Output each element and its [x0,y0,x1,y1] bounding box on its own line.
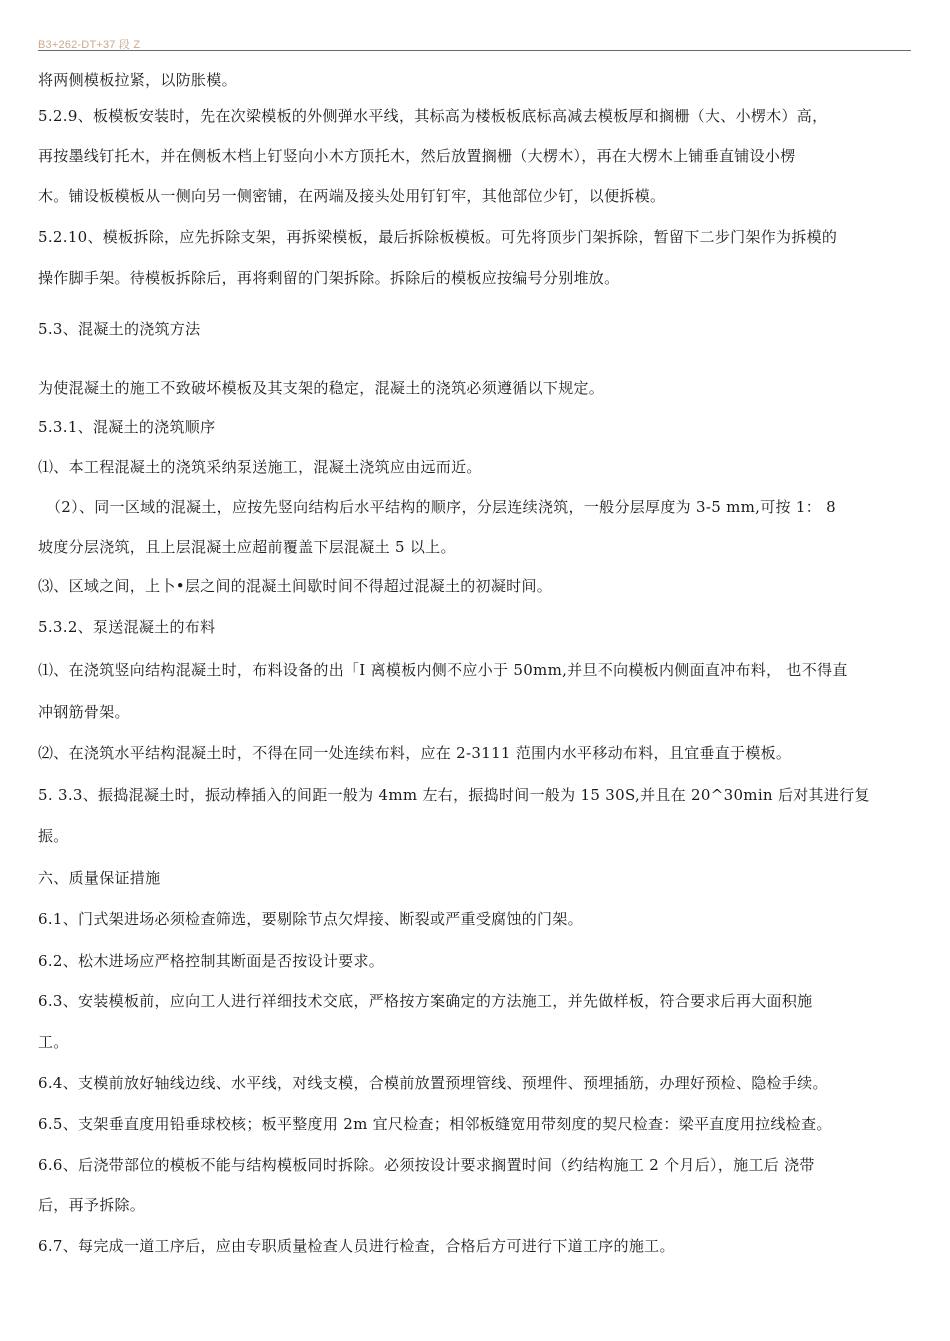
section-heading: 5.3.2、泵送混凝土的布料 [38,618,216,636]
text-line: 6.2、松木进场应严格控制其断面是否按设计要求。 [38,952,385,970]
text-line: 6.5、支架垂直度用铅垂球校核；板平整度用 2m 宜尺检查；相邻板缝宽用带刻度的契尺检查：梁平直度用拉线检查。 [38,1115,832,1133]
text-line: 工。 [38,1033,69,1051]
header-text: B3+262-DT+37 段 Z [38,39,141,51]
text-line: ⑴、在浇筑竖向结构混凝土时，布料设备的出「I 离模板内侧不应小于 50mm,并旦不向模板内侧面直冲布料， 也不得直 [38,661,848,679]
text-line: 5.2.9、板模板安装时，先在次梁模板的外侧弹水平线，其标高为楼板板底标高减去模板厚和搁栅（大、小楞木）高， [38,107,828,125]
text-line: 5.2.10、模板拆除，应先拆除支架，再拆梁模板，最后拆除板模板。可先将顶步门架拆除，暂留下二步门架作为拆模的 [38,228,838,246]
text-line: ⑶、区域之间，上卜•层之间的混凝土间歇时间不得超过混凝土的初凝时间。 [38,577,553,595]
text-line: 5. 3.3、振捣混凝土时，振动棒插入的间距一般为 4mm 左右，振捣时间一般为 15 30S,并且在 20^30min 后对其进行复 [38,786,870,804]
text-line: 6.1、门式架进场必须检查筛选，要剔除节点欠焊接、断裂或严重受腐蚀的门架。 [38,910,583,928]
text-line: 后，再予拆除。 [38,1196,146,1214]
text-line: 6.6、后浇带部位的模板不能与结构模板同时拆除。必须按设计要求搁置时间（约结构施工 2 个月后），施工后 浇带 [38,1156,815,1174]
text-line: 振。 [38,827,69,845]
text-line: 6.7、每完成一道工序后，应由专职质量检查人员进行检查，合格后方可进行下道工序的施工。 [38,1237,675,1255]
section-heading: 六、质量保证措施 [38,869,161,887]
text-line: 操作脚手架。待模板拆除后，再将剩留的门架拆除。拆除后的模板应按编号分别堆放。 [38,269,620,287]
section-heading: 5.3、混凝土的浇筑方法 [38,320,201,338]
text-line: 冲钢筋骨架。 [38,703,130,721]
text-line: 为使混凝土的施工不致破坏模板及其支架的稳定，混凝土的浇筑必须遵循以下规定。 [38,379,605,397]
section-heading: 5.3.1、混凝土的浇筑顺序 [38,418,216,436]
text-line: 6.4、支模前放好轴线边线、水平线，对线支模，合模前放置预埋管线、预埋件、预埋插筋，办理好预检、隐检手续。 [38,1074,828,1092]
page-header [38,34,911,51]
text-line: 木。铺设板模板从一侧向另一侧密铺，在两端及接头处用钉钉牢，其他部位少钉，以便拆模。 [38,187,666,205]
text-line: 再按墨线钉托木，并在侧板木档上钉竖向小木方顶托木，然后放置搁栅（大楞木），再在大楞木上铺垂直铺设小楞 [38,147,796,165]
text-line: ⑵、在浇筑水平结构混凝土时，不得在同一处连续布料，应在 2-3111 范围内水平移动布料，且宜垂直于模板。 [38,744,792,762]
text-line: 将两侧模板拉紧，以防胀模。 [38,71,237,89]
text-line: 坡度分层浇筑，且上层混凝土应超前覆盖下层混凝土 5 以上。 [38,538,456,556]
text-line: ⑴、本工程混凝土的浇筑采纳泵送施工，混凝土浇筑应由远而近。 [38,458,482,476]
text-line: 6.3、安装模板前，应向工人进行祥细技术交底，严格按方案确定的方法施工，并先做样板，符合要求后再大面积施 [38,992,813,1010]
text-line: （2）、同一区域的混凝土，应按先竖向结构后水平结构的顺序，分层连续浇筑，一般分层厚度为 3-5 mm,可按 1： 8 [46,498,836,516]
